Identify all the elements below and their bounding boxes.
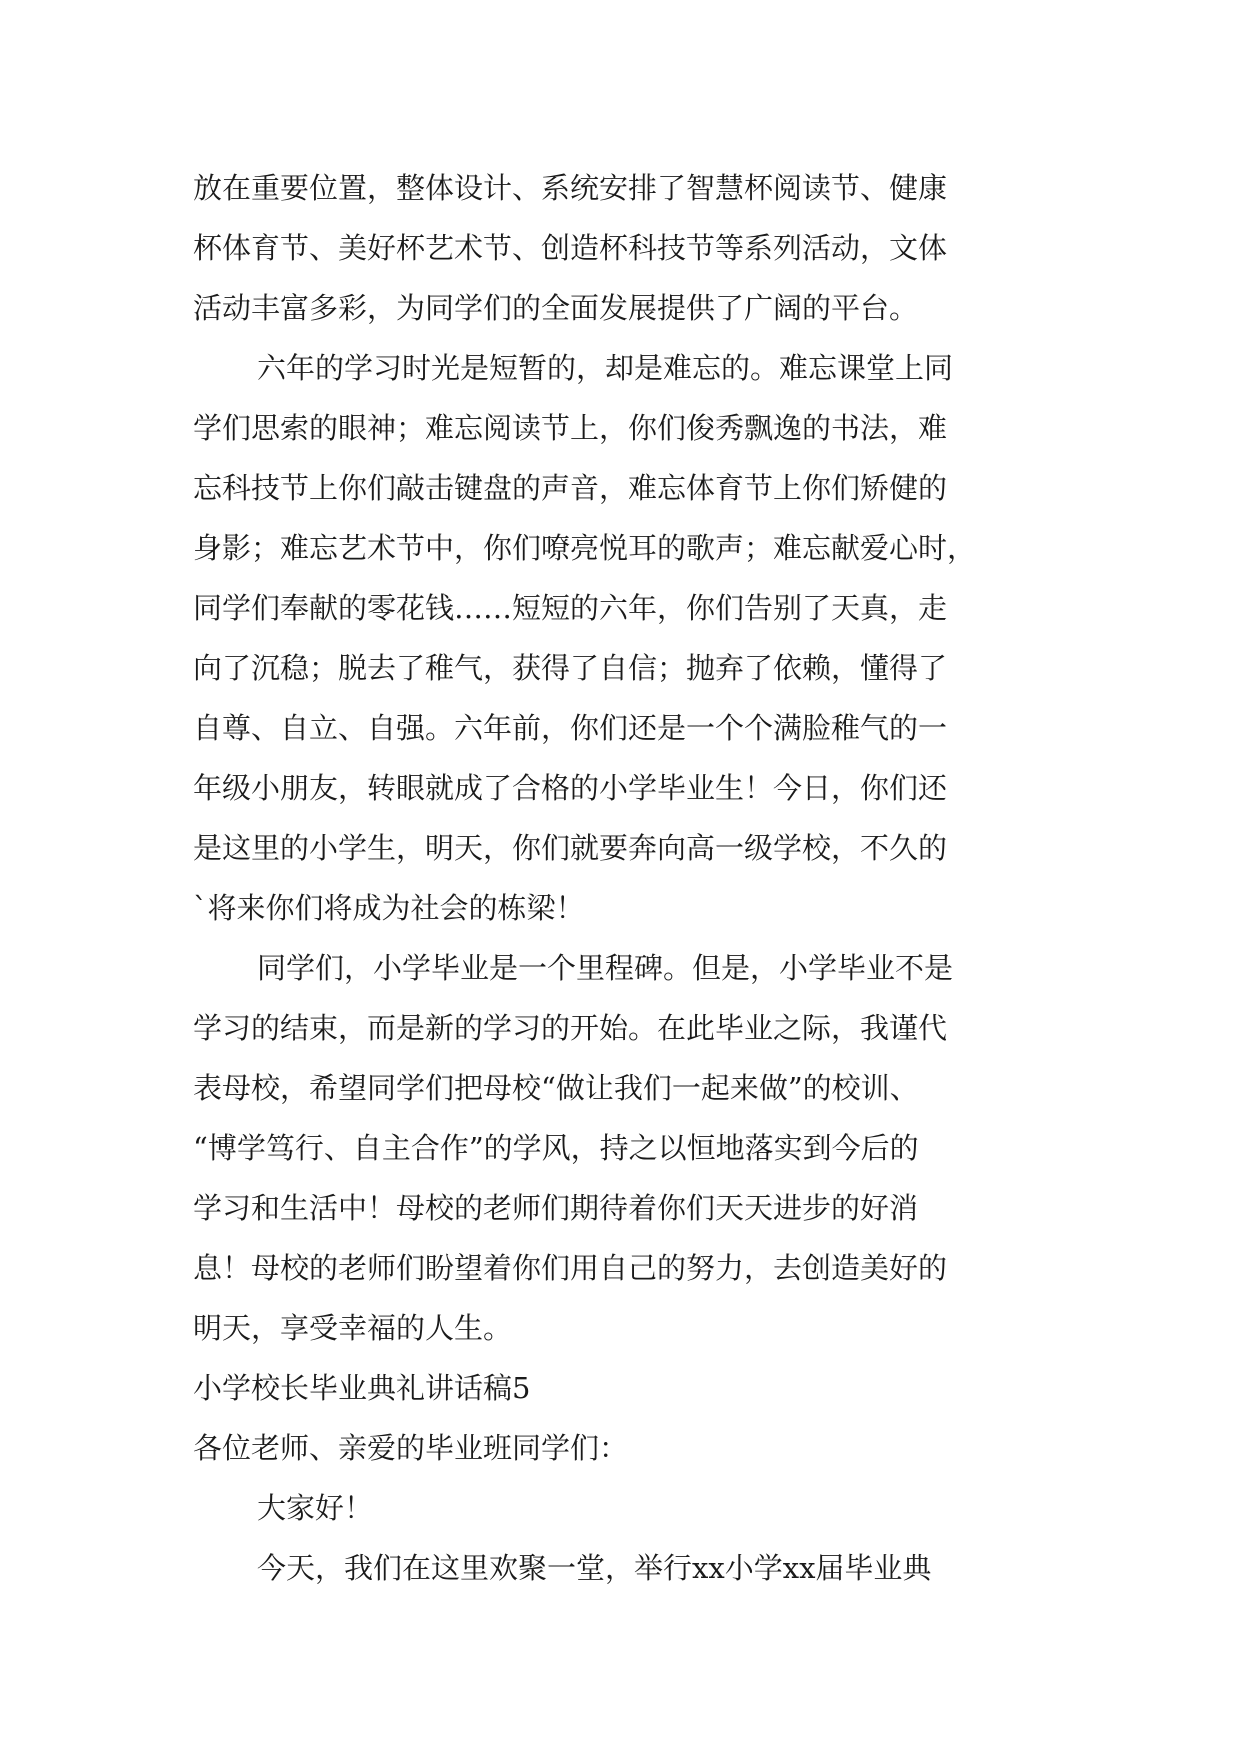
section-heading: 小学校长毕业典礼讲话稿5 [193, 1371, 531, 1405]
text-line: 杯体育节、美好杯艺术节、创造杯科技节等系列活动，文体 [193, 231, 948, 265]
salutation-line: 各位老师、亲爱的毕业班同学们： [193, 1431, 629, 1465]
greeting-line: 大家好！ [257, 1491, 374, 1525]
text-line: 明天，享受幸福的人生。 [193, 1311, 513, 1345]
text-line: 自尊、自立、自强。六年前，你们还是一个个满脸稚气的一 [193, 711, 948, 745]
paragraph-start-line: 今天，我们在这里欢聚一堂，举行xx小学xx届毕业典 [257, 1551, 932, 1585]
text-line: 忘科技节上你们敲击键盘的声音，难忘体育节上你们矫健的 [193, 471, 948, 505]
text-line: 同学们奉献的零花钱……短短的六年，你们告别了天真，走 [193, 591, 948, 625]
text-line: 学们思索的眼神；难忘阅读节上，你们俊秀飘逸的书法，难 [193, 411, 948, 445]
text-line: 放在重要位置，整体设计、系统安排了智慧杯阅读节、健康 [193, 171, 948, 205]
text-line: 身影；难忘艺术节中，你们嘹亮悦耳的歌声；难忘献爱心时， [193, 531, 977, 565]
text-line: `将来你们将成为社会的栋梁！ [193, 891, 585, 925]
paragraph-start-line: 同学们，小学毕业是一个里程碑。但是，小学毕业不是 [257, 951, 954, 985]
paragraph-start-line: 六年的学习时光是短暂的，却是难忘的。难忘课堂上同 [257, 351, 954, 385]
text-line: 向了沉稳；脱去了稚气，获得了自信；抛弃了依赖，懂得了 [193, 651, 948, 685]
text-line: 表母校，希望同学们把母校“做让我们一起来做”的校训、 [193, 1071, 919, 1105]
document-body [193, 158, 1059, 1598]
text-line: 学习的结束，而是新的学习的开始。在此毕业之际，我谨代 [193, 1011, 948, 1045]
text-line: 学习和生活中！母校的老师们期待着你们天天进步的好消 [193, 1191, 919, 1225]
text-line: “博学笃行、自主合作”的学风，持之以恒地落实到今后的 [193, 1131, 919, 1165]
text-line: 活动丰富多彩，为同学们的全面发展提供了广阔的平台。 [193, 291, 919, 325]
text-line: 息！母校的老师们盼望着你们用自己的努力，去创造美好的 [193, 1251, 948, 1285]
text-line: 是这里的小学生，明天，你们就要奔向高一级学校，不久的 [193, 831, 948, 865]
text-line: 年级小朋友，转眼就成了合格的小学毕业生！今日，你们还 [193, 771, 948, 805]
